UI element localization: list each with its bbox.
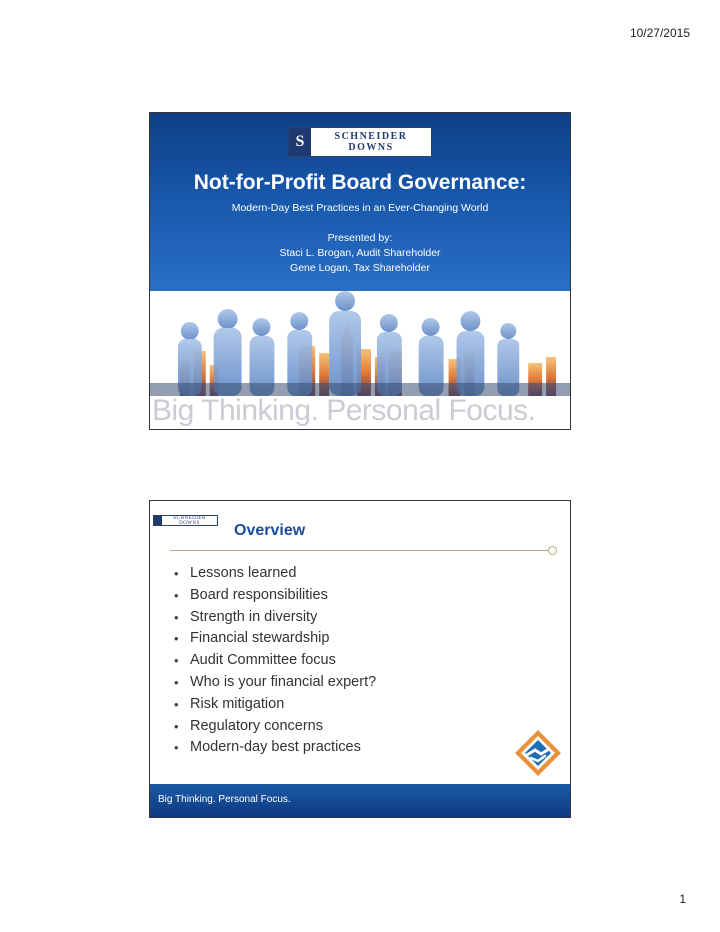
page-number: 1 [679, 892, 686, 906]
slide-title: Not-for-Profit Board Governance: [193, 171, 527, 194]
slide-footer-bar [150, 784, 570, 817]
overview-list [174, 563, 376, 759]
slide-subtitle: Modern-Day Best Practices in an Ever-Changing World [231, 202, 489, 214]
small-logo [153, 515, 218, 526]
title-slide-banner [150, 113, 570, 291]
small-logo-mark-icon [154, 516, 162, 525]
overview-title: Overview [234, 522, 306, 539]
presenters-block [150, 231, 570, 276]
overview-slide [149, 500, 571, 818]
list-item: • Financial stewardship [174, 628, 376, 650]
footer-tagline: Big Thinking. Personal Focus. [158, 794, 291, 805]
page-date: 10/27/2015 [629, 26, 690, 40]
logo-text: SCHNEIDER DOWNS [334, 131, 408, 153]
list-item: • Lessons learned [174, 563, 376, 585]
list-item: • Board responsibilities [174, 585, 376, 607]
title-slide [149, 112, 571, 430]
title-divider [170, 550, 548, 551]
divider-end-dot [548, 546, 557, 555]
presented-by-label: Presented by: [327, 232, 393, 244]
list-item: • Modern-day best practices [174, 737, 376, 759]
handshake-icon [513, 728, 563, 778]
list-item: • Who is your financial expert? [174, 672, 376, 694]
boardroom-skyline-image [150, 291, 570, 396]
list-item: • Regulatory concerns [174, 716, 376, 738]
small-logo-text: SCHNEIDER DOWNS [173, 515, 206, 526]
list-item: • Audit Committee focus [174, 650, 376, 672]
presenter-1: Staci L. Brogan, Audit Shareholder [279, 247, 441, 259]
logo-mark-icon: S [289, 128, 311, 156]
presenter-2: Gene Logan, Tax Shareholder [290, 262, 430, 274]
list-item: • Strength in diversity [174, 607, 376, 629]
tagline-watermark: Big Thinking. Personal Focus. [152, 394, 536, 427]
schneider-downs-logo [288, 127, 432, 157]
list-item: • Risk mitigation [174, 694, 376, 716]
